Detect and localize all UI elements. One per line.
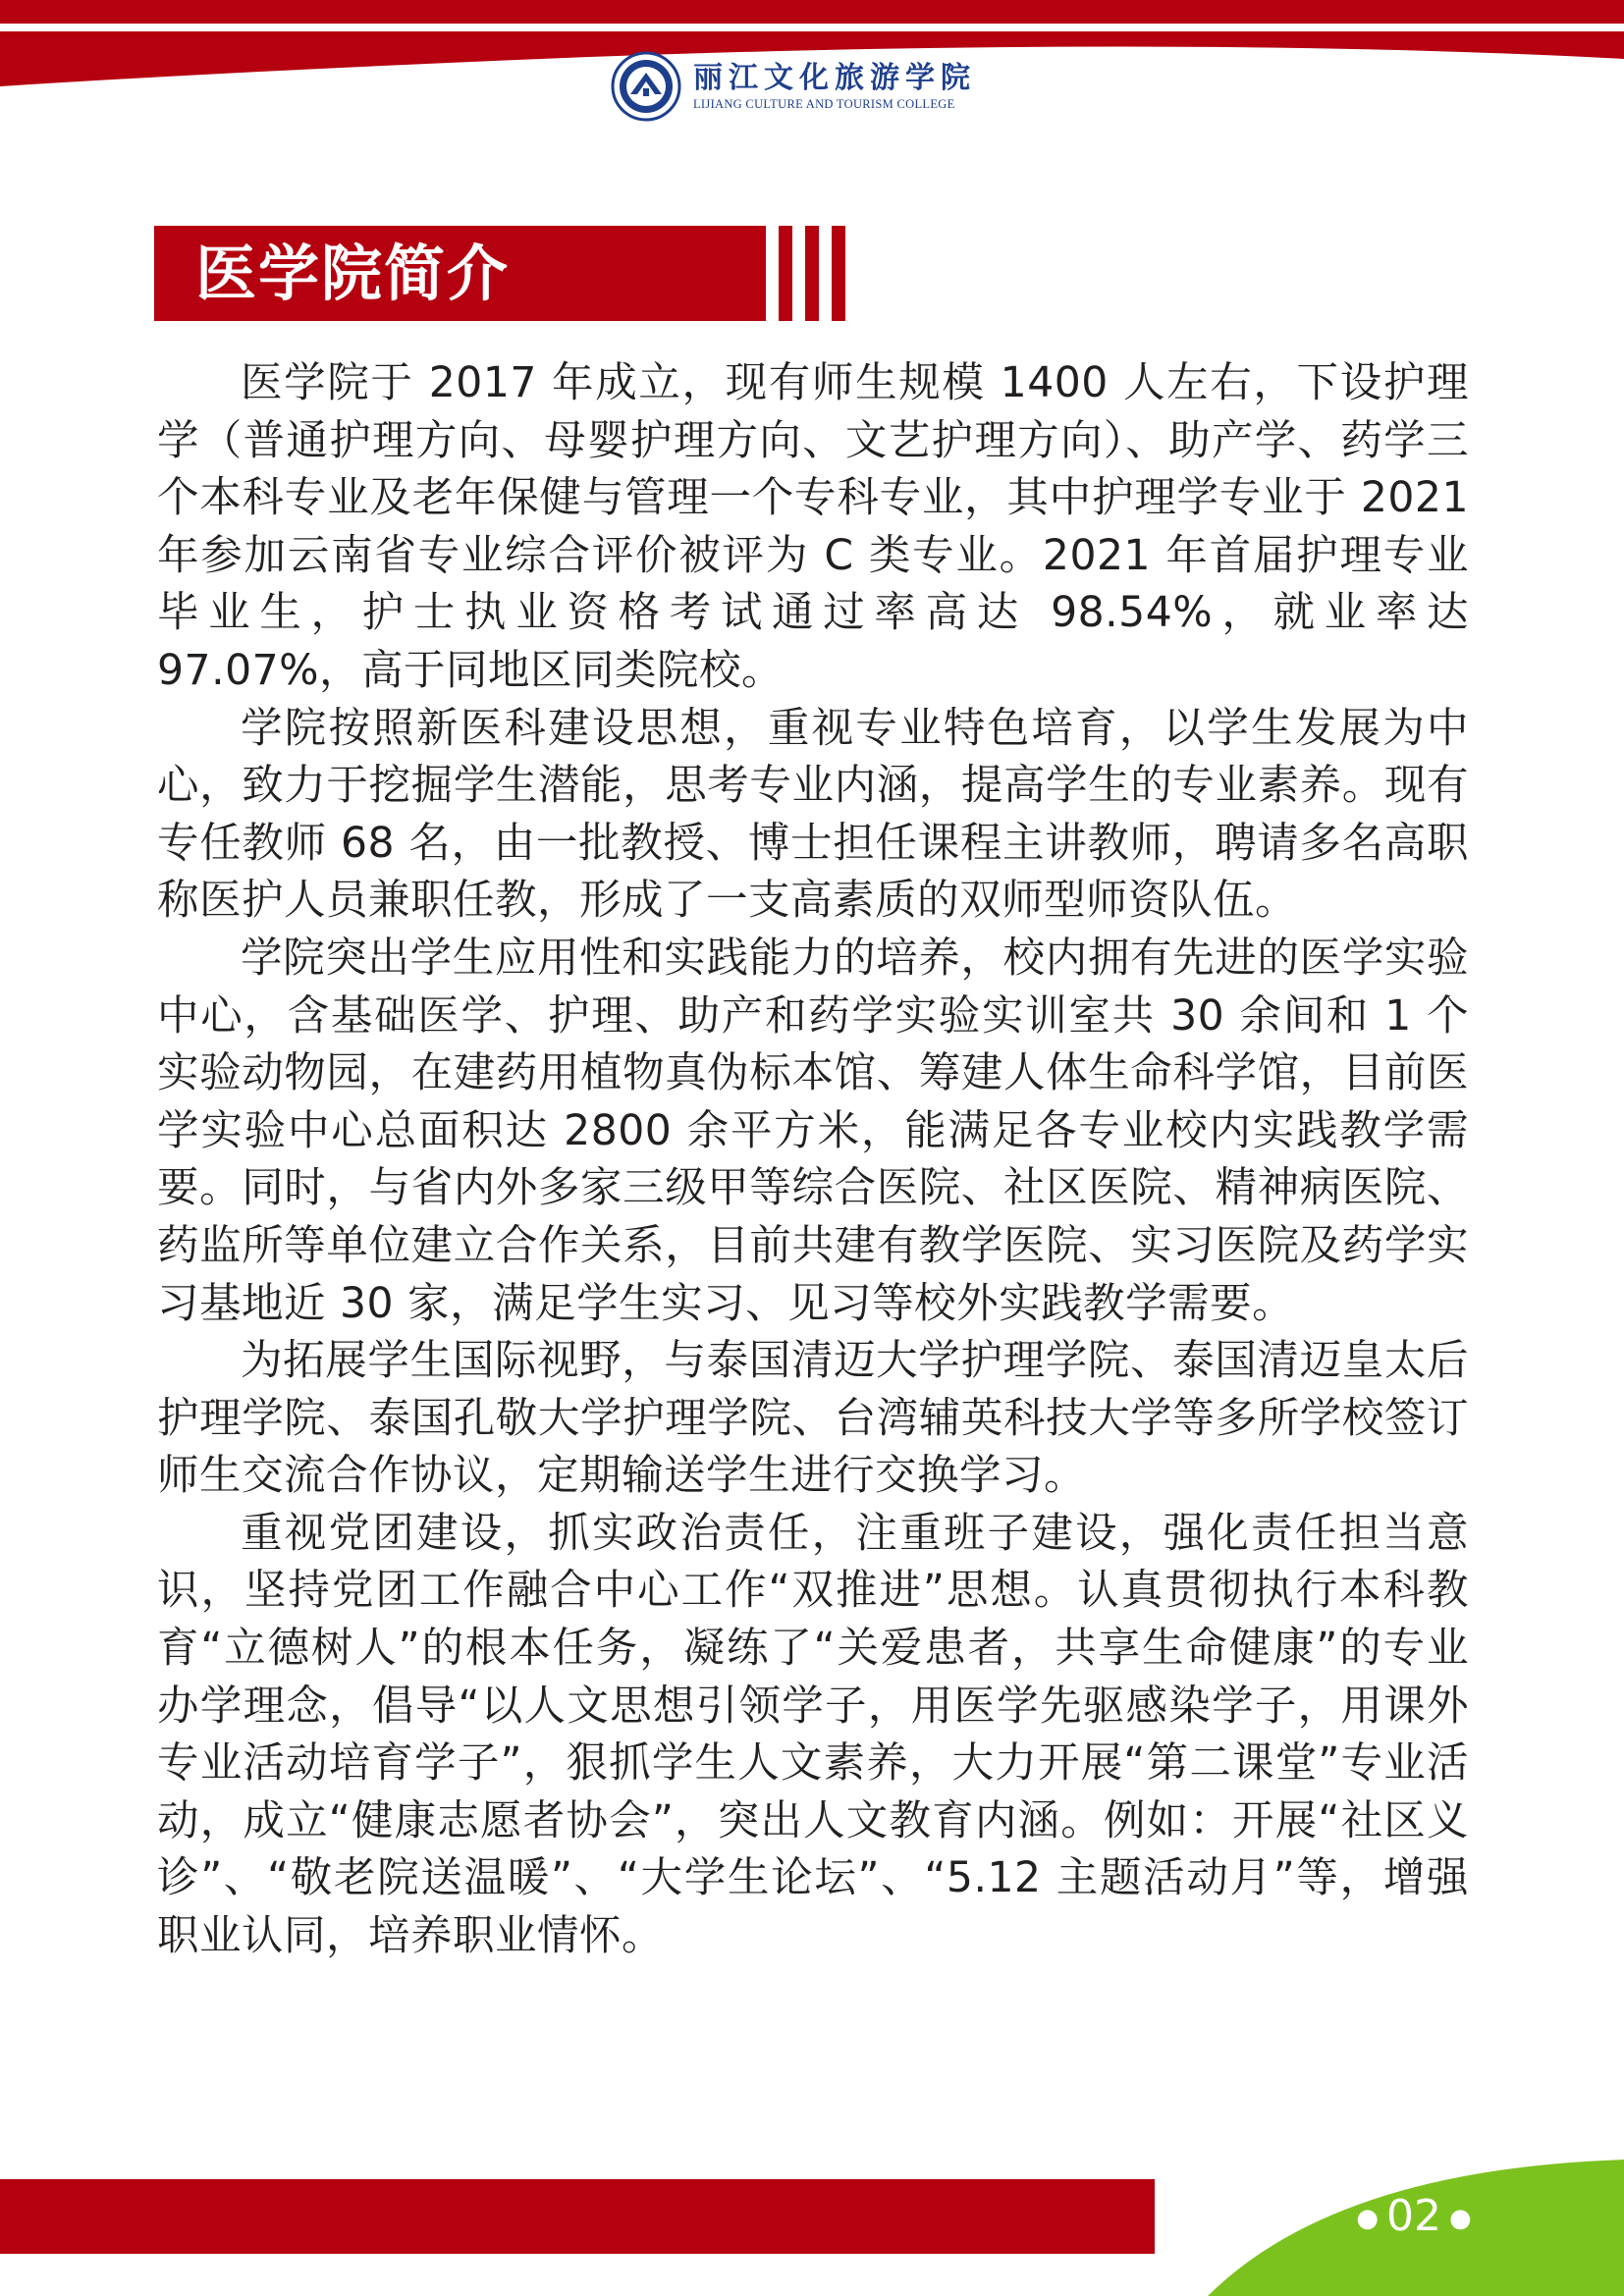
- section-title: 医学院简介: [195, 238, 511, 309]
- heading-stripe-decoration: [779, 226, 845, 321]
- college-emblem-icon: [611, 51, 681, 122]
- footer-red-bar: [0, 2179, 1155, 2254]
- paragraph-intro: 医学院于 2017 年成立，现有师生规模 1400 人左右，下设护理学（普通护理方向、母婴护理方向、文艺护理方向）、助产学、药学三个本科专业及老年保健与管理一个专科专业，其中护理学专业于 2021 年参加云南省专业综合评价被评为 C 类专业。2021 年首届护理专业毕业生，护士执业资格考试通过率高达 98.54%，就业率达 97.07%，高于同地区同类院校。: [157, 359, 1469, 695]
- page-number: [1335, 2187, 1492, 2248]
- paragraph-international: 为拓展学生国际视野，与泰国清迈大学护理学院、泰国清迈皇太后护理学院、泰国孔敬大学护理学院、台湾辅英科技大学等多所学校签订师生交流合作协议，定期输送学生进行交换学习。: [157, 1337, 1469, 1501]
- paragraph-faculty: 学院按照新医科建设思想，重视专业特色培育，以学生发展为中心，致力于挖掘学生潜能，思考专业内涵，提高学生的专业素养。现有专任教师 68 名，由一批教授、博士担任课程主讲教师，聘请多名高职称医护人员兼职任教，形成了一支高素质的双师型师资队伍。: [157, 704, 1469, 926]
- paragraph-party-building: 重视党团建设，抓实政治责任，注重班子建设，强化责任担当意识，坚持党团工作融合中心工作“双推进”思想。认真贯彻执行本科教育“立德树人”的根本任务，凝练了“关爱患者，共享生命健康”的专业办学理念，倡导“以人文思想引领学子，用医学先驱感染学子，用课外专业活动培育学子”，狠抓学生人文素养，大力开展“第二课堂”专业活动，成立“健康志愿者协会”，突出人文教育内涵。例如：开展“社区义诊”、“敬老院送温暖”、“大学生论坛”、“5.12 主题活动月”等，增强职业认同，培养职业情怀。: [157, 1509, 1469, 1961]
- paragraph-facilities: 学院突出学生应用性和实践能力的培养，校内拥有先进的医学实验中心，含基础医学、护理、助产和药学实验实训室共 30 余间和 1 个实验动物园，在建药用植物真伪标本馆、筹建人体生命科学馆，目前医学实验中心总面积达 2800 余平方米，能满足各专业校内实践教学需要。同时，与省内外多家三级甲等综合医院、社区医院、精神病医院、药监所等单位建立合作关系，目前共建有教学医院、实习医院及药学实习基地近 30 家，满足学生实习、见习等校外实践教学需要。: [157, 934, 1469, 1328]
- page-number-dot-left-icon: ●: [1356, 2204, 1379, 2233]
- section-heading: [154, 226, 766, 321]
- page-number-dot-right-icon: ●: [1449, 2204, 1472, 2233]
- college-logo: [611, 51, 976, 122]
- college-name-cn: 丽江文化旅游学院: [693, 61, 976, 95]
- college-name-en: LIJIANG CULTURE AND TOURISM COLLEGE: [693, 97, 955, 111]
- page-number-value: 02: [1386, 2191, 1441, 2241]
- article-body: [157, 355, 1469, 1966]
